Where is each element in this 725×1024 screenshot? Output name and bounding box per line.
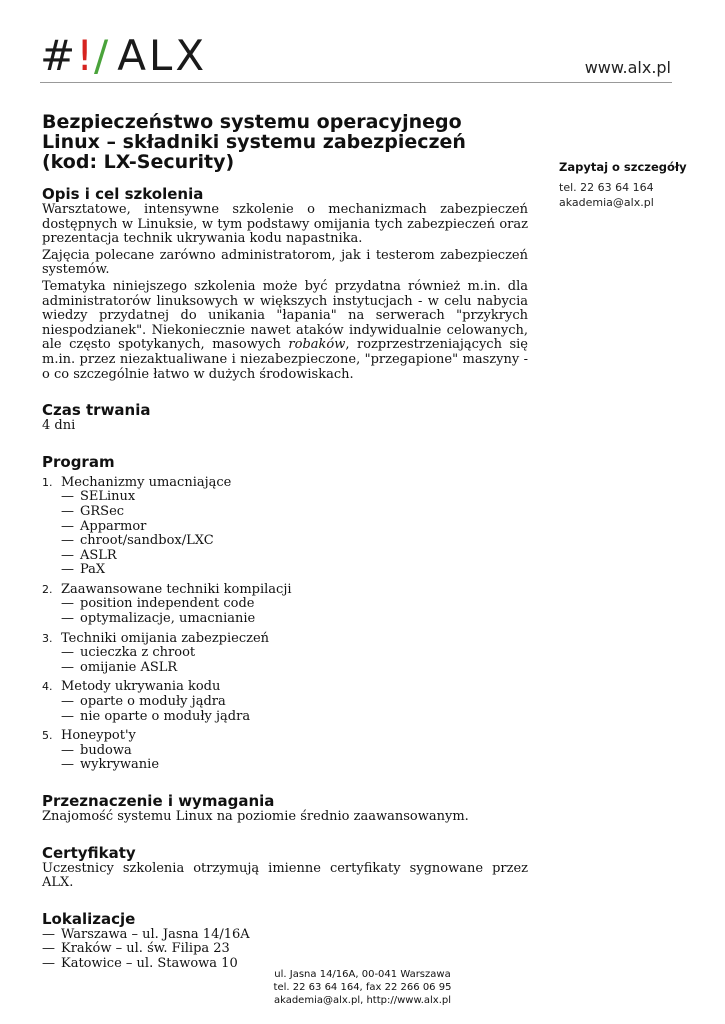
title-line: Linux – składniki systemu zabezpieczeń bbox=[42, 131, 466, 153]
sublist-item bbox=[61, 744, 528, 759]
location-item bbox=[42, 928, 528, 943]
sublist-item bbox=[61, 695, 528, 710]
program-item bbox=[42, 578, 528, 627]
sublist-label: budowa bbox=[80, 742, 132, 758]
header-divider bbox=[40, 82, 672, 83]
title-line: Bezpieczeństwo systemu operacyjnego bbox=[42, 111, 462, 133]
site-url-link[interactable]: www.alx.pl bbox=[584, 58, 671, 77]
section-heading: Opis i cel szkolenia bbox=[42, 185, 204, 203]
description-paragraph: Warsztatowe, intensywne szkolenie o mechanizmach zabezpieczeń dostępnych w Linuksie, w tym podstawy omijania tych zabezpieczeń oraz prezentacja technik ukrywania kodu napastnika. bbox=[42, 202, 528, 247]
program-item bbox=[42, 471, 528, 578]
program-item bbox=[42, 724, 528, 773]
program-section bbox=[42, 454, 528, 773]
certificates-section bbox=[42, 845, 528, 891]
dash-marker: — bbox=[61, 596, 74, 612]
item-number: 3. bbox=[42, 631, 53, 645]
logo-slash: / bbox=[94, 31, 110, 80]
dash-marker: — bbox=[61, 518, 74, 534]
item-number: 1. bbox=[42, 475, 53, 489]
dash-marker: — bbox=[61, 694, 74, 710]
requirements-text: Znajomość systemu Linux na poziomie średnio zaawansowanym. bbox=[42, 809, 469, 824]
sublist-label: wykrywanie bbox=[80, 757, 160, 773]
footer-contact-link[interactable]: akademia@alx.pl, http://www.alx.pl bbox=[273, 995, 452, 1006]
section-heading: Program bbox=[42, 452, 115, 471]
program-item bbox=[42, 675, 528, 724]
location-label: Warszawa – ul. Jasna 14/16A bbox=[61, 926, 250, 942]
dash-marker: — bbox=[61, 533, 74, 549]
dash-marker: — bbox=[61, 562, 74, 578]
footer-phone: tel. 22 63 64 164, fax 22 266 06 95 bbox=[273, 982, 452, 993]
page-footer bbox=[0, 968, 725, 1007]
item-label: Techniki omijania zabezpieczeń bbox=[61, 630, 270, 646]
dash-marker: — bbox=[61, 659, 74, 675]
dash-marker: — bbox=[42, 955, 55, 971]
program-sublist bbox=[42, 646, 528, 675]
sublist-label: ASLR bbox=[80, 547, 117, 563]
section-heading: Certyfikaty bbox=[42, 843, 136, 862]
logo-hash: # bbox=[40, 31, 77, 80]
sublist-label: PaX bbox=[80, 562, 106, 578]
program-list bbox=[42, 471, 528, 773]
sublist-item bbox=[61, 505, 528, 520]
item-label: Zaawansowane techniki kompilacji bbox=[61, 581, 292, 597]
duration-value: 4 dni bbox=[42, 418, 76, 434]
alx-logo bbox=[40, 31, 208, 80]
logo-bang: ! bbox=[76, 31, 95, 80]
item-label: Metody ukrywania kodu bbox=[61, 679, 221, 695]
description-paragraph bbox=[42, 280, 528, 382]
sublist-label: chroot/sandbox/LXC bbox=[80, 533, 214, 549]
contact-heading: Zapytaj o szczegóły bbox=[559, 160, 687, 174]
program-sublist bbox=[42, 490, 528, 578]
dash-marker: — bbox=[42, 941, 55, 957]
section-heading: Czas trwania bbox=[42, 401, 151, 420]
item-number: 2. bbox=[42, 582, 53, 596]
sublist-label: ucieczka z chroot bbox=[80, 645, 196, 661]
paragraph-text: , rozprzestrzeniających się m.in. przez niezaktualiwane i niezabezpieczone, "przegapione" maszyny - o co szczególnie łatwo w dużych środowiskach. bbox=[42, 337, 528, 382]
sublist-item bbox=[61, 549, 528, 564]
dash-marker: — bbox=[61, 757, 74, 773]
paragraph-text: Tematyka niniejszego szkolenia może być przydatna również m.in. dla administratorów linuksowych w większych instytucjach - w celu nabycia wiedzy przydatnej do unikania "łapania" na serwerach "przykrych niespodzianek". Niekoniecznie nawet ataków indywidualnie celowanych, ale często spotykanych, masowych bbox=[42, 278, 528, 353]
sublist-label: oparte o moduły jądra bbox=[80, 694, 226, 710]
item-label: Honeypot'y bbox=[61, 728, 136, 744]
dash-marker: — bbox=[61, 503, 74, 519]
location-item bbox=[42, 942, 528, 957]
location-label: Katowice – ul. Stawowa 10 bbox=[61, 955, 238, 971]
sublist-item bbox=[61, 661, 528, 676]
certificates-text: Uczestnicy szkolenia otrzymują imienne certyfikaty sygnowane przez ALX. bbox=[42, 860, 528, 891]
sublist-item bbox=[61, 710, 528, 725]
dash-marker: — bbox=[42, 926, 55, 942]
sublist-label: Apparmor bbox=[80, 518, 147, 534]
section-heading: Lokalizacje bbox=[42, 909, 136, 928]
dash-marker: — bbox=[61, 611, 74, 627]
sublist-item bbox=[61, 612, 528, 627]
dash-marker: — bbox=[61, 645, 74, 661]
dash-marker: — bbox=[61, 742, 74, 758]
section-heading: Przeznaczenie i wymagania bbox=[42, 792, 275, 810]
duration-section bbox=[42, 402, 528, 434]
dash-marker: — bbox=[61, 489, 74, 505]
main-content bbox=[42, 112, 528, 992]
document-title bbox=[42, 112, 528, 172]
sublist-item bbox=[61, 534, 528, 549]
paragraph-emphasis: robaków bbox=[288, 337, 346, 353]
locations-list bbox=[42, 928, 528, 972]
program-sublist bbox=[42, 744, 528, 773]
description-paragraph: Zajęcia polecane zarówno administratorom, jak i testerom zabezpieczeń systemów. bbox=[42, 247, 528, 278]
sublist-label: nie oparte o moduły jądra bbox=[80, 708, 251, 724]
sublist-item bbox=[61, 520, 528, 535]
title-line: (kod: LX-Security) bbox=[42, 151, 235, 173]
item-number: 4. bbox=[42, 680, 53, 694]
program-sublist bbox=[42, 597, 528, 626]
item-number: 5. bbox=[42, 729, 53, 743]
description-section bbox=[42, 186, 528, 382]
sublist-label: optymalizacje, umacnianie bbox=[80, 611, 256, 627]
locations-section bbox=[42, 911, 528, 972]
sublist-item bbox=[61, 597, 528, 612]
sublist-item bbox=[61, 646, 528, 661]
dash-marker: — bbox=[61, 708, 74, 724]
sublist-label: position independent code bbox=[80, 596, 255, 612]
sublist-label: SELinux bbox=[80, 489, 136, 505]
sublist-item bbox=[61, 758, 528, 773]
program-sublist bbox=[42, 695, 528, 724]
sublist-label: omijanie ASLR bbox=[80, 659, 178, 675]
contact-phone: tel. 22 63 64 164 bbox=[559, 181, 654, 194]
dash-marker: — bbox=[61, 547, 74, 563]
sublist-label: GRSec bbox=[80, 503, 125, 519]
contact-sidebar bbox=[559, 160, 709, 210]
sublist-item bbox=[61, 490, 528, 505]
footer-address: ul. Jasna 14/16A, 00-041 Warszawa bbox=[274, 969, 451, 980]
logo-brand: ALX bbox=[117, 31, 208, 80]
item-label: Mechanizmy umacniające bbox=[61, 474, 232, 490]
location-label: Kraków – ul. św. Filipa 23 bbox=[61, 941, 230, 957]
contact-email-link[interactable]: akademia@alx.pl bbox=[559, 196, 654, 209]
sublist-item bbox=[61, 563, 528, 578]
requirements-section bbox=[42, 793, 528, 825]
program-item bbox=[42, 627, 528, 676]
